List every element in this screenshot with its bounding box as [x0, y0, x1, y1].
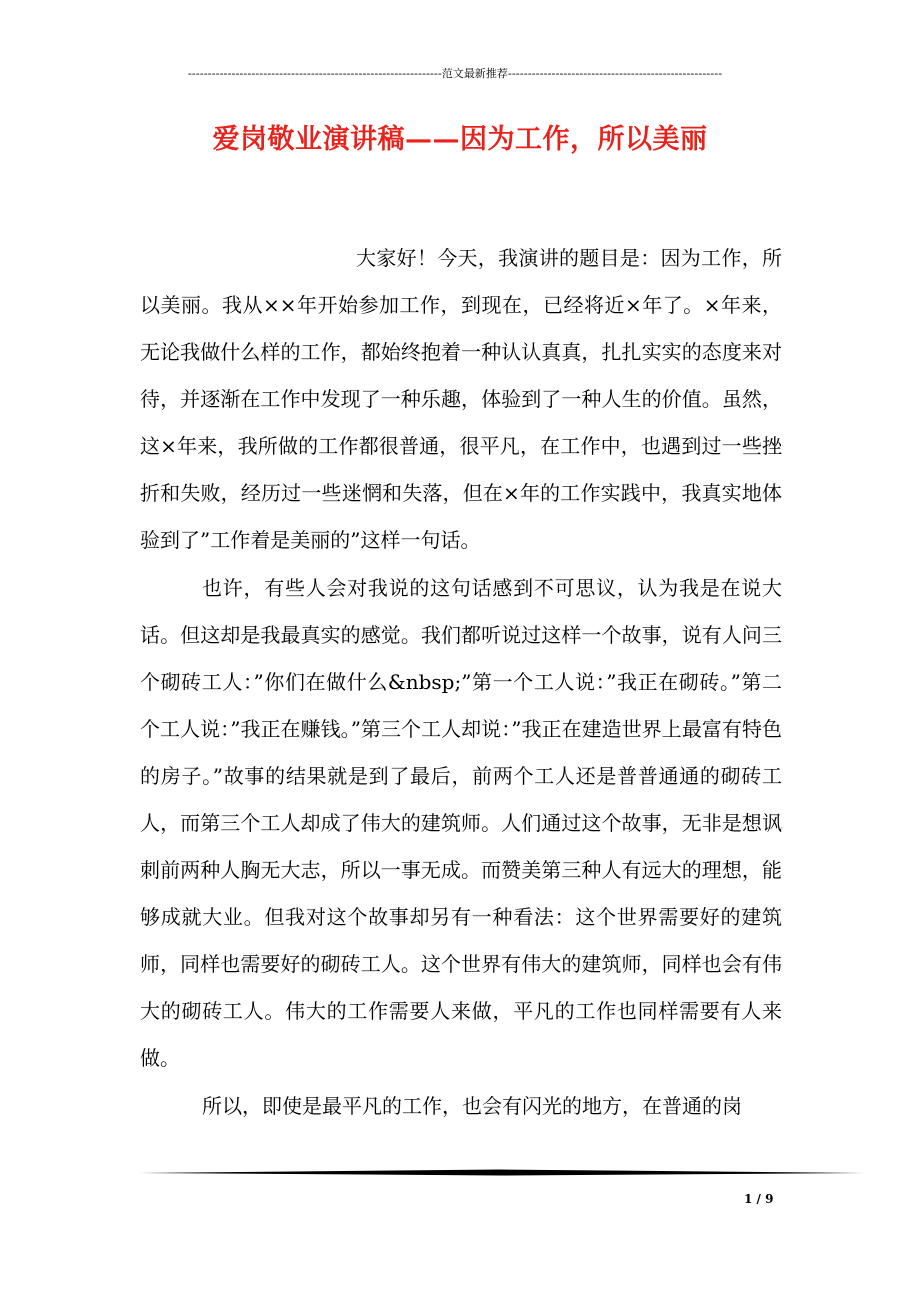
paragraph-1: 大家好！今天，我演讲的题目是：因为工作，所以美丽。我从××年开始参加工作，到现在，已经将近×年了。×年来，无论我做什么样的工作，都始终抱着一种认认真真，扎扎实实的态度来对待，并逐渐在工作中发现了一种乐趣，体验到了一种人生的价值。虽然，这×年来，我所做的工作都很普通，很平凡，在工作中，也遇到过一些挫折和失败，经历过一些迷惘和失落，但在×年的工作实践中，我真实地体验到了”工作着是美丽的”这样一句话。 [140, 246, 782, 552]
paragraph-2: 也许，有些人会对我说的这句话感到不可思议，认为我是在说大话。但这却是我最真实的感觉。我们都听说过这样一个故事，说有人问三个砌砖工人：”你们在做什么&nbsp;”第一个工人说：”我正在砌砖。”第二个工人说：”我正在赚钱。”第三个工人却说：”我正在建造世界上最富有特色的房子。”故事的结果就是到了最后，前两个工人还是普普通通的砌砖工人，而第三个工人却成了伟大的建筑师。人们通过这个故事，无非是想讽刺前两种人胸无大志，所以一事无成。而赞美第三种人有远大的理想，能够成就大业。但我对这个故事却另有一种看法：这个世界需要好的建筑师，同样也需要好的砌砖工人。这个世界有伟大的建筑师，同样也会有伟大的砌砖工人。伟大的工作需要人来做，平凡的工作也同样需要有人来做。 [140, 576, 782, 1070]
paragraph-3: 所以，即使是最平凡的工作，也会有闪光的地方，在普通的岗 [202, 1094, 742, 1118]
document-title: 爱岗敬业演讲稿——因为工作，所以美丽 [212, 124, 708, 155]
page-number: 1 / 9 [744, 1192, 774, 1206]
footer-rule [140, 1168, 864, 1176]
document-body [140, 235, 782, 1130]
running-header: ----------------------------------------------------------------范文最新推荐------------------------------------------------------ [187, 67, 723, 80]
